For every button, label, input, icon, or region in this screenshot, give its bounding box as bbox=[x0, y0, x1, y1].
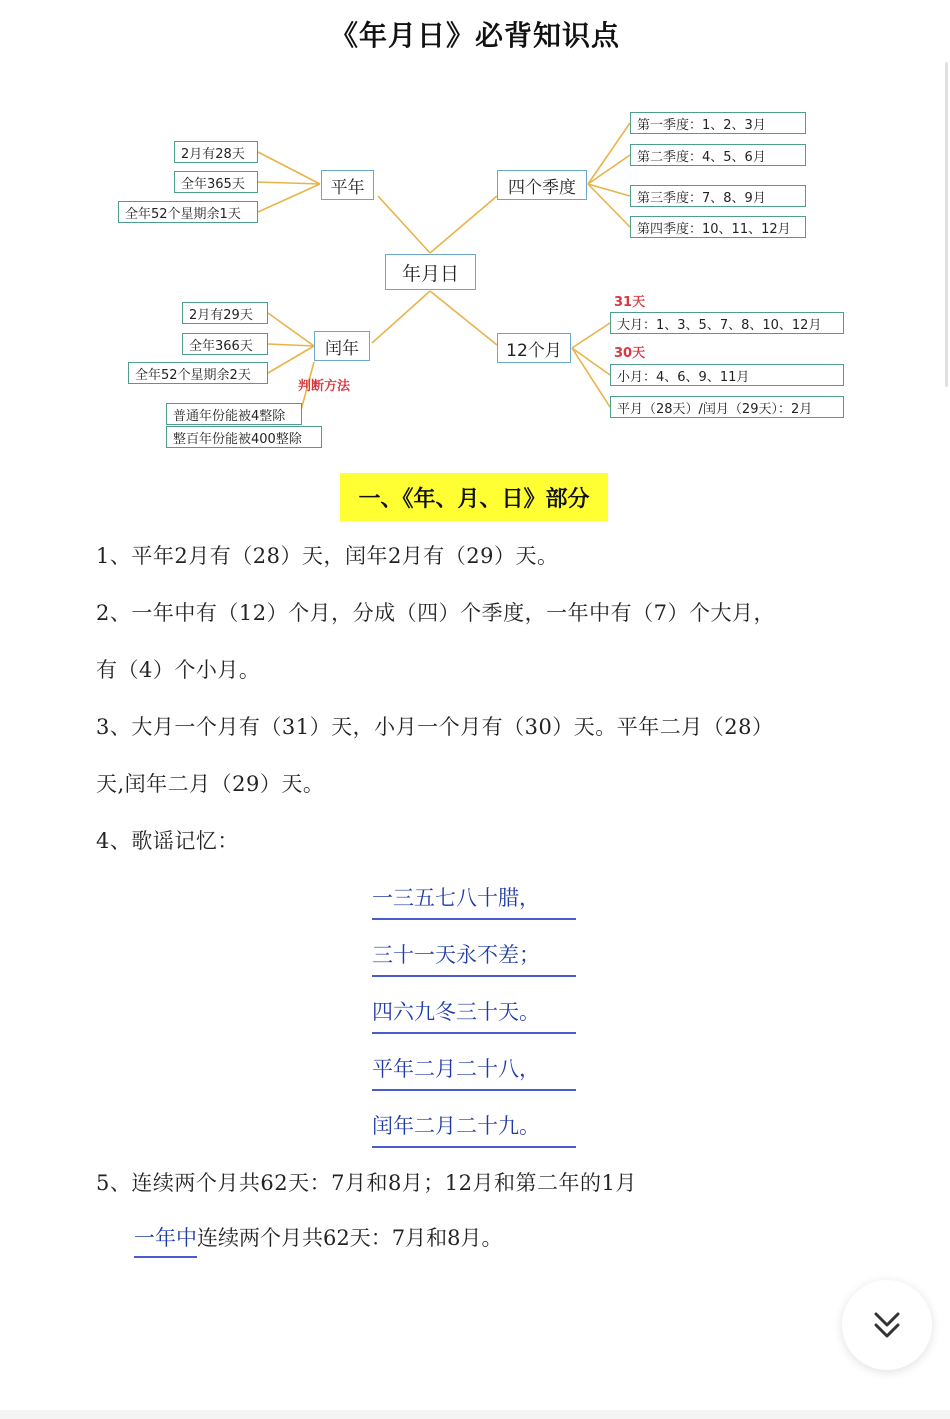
point-5: 5、连续两个月共62天：7月和8月；12月和第二年的1月 bbox=[96, 1171, 637, 1195]
mind-map-center: 年月日 bbox=[385, 254, 476, 290]
common-year-item: 全年52个星期余1天 bbox=[118, 201, 258, 223]
season-item: 第一季度：1、2、3月 bbox=[630, 112, 806, 134]
small-month-item: 小月：4、6、9、11月 bbox=[610, 364, 844, 386]
scroll-down-button[interactable] bbox=[842, 1280, 932, 1370]
connector-center-commonyear bbox=[378, 196, 430, 253]
poem-line: 三十一天永不差； bbox=[372, 939, 576, 977]
connector-s-1 bbox=[588, 123, 630, 184]
point-2-line-1: 2、一年中有（12）个月，分成（四）个季度，一年中有（7）个大月， bbox=[96, 601, 775, 625]
bottom-bar bbox=[0, 1410, 950, 1419]
connector-center-seasons bbox=[430, 196, 497, 253]
small-month-days-tag: 30天 bbox=[614, 346, 646, 361]
connector-cy-2 bbox=[258, 182, 320, 184]
point-5-note bbox=[134, 1222, 502, 1252]
branch-leap-year: 闰年 bbox=[314, 331, 370, 361]
poem-line: 闰年二月二十九。 bbox=[372, 1110, 576, 1148]
connector-ly-3 bbox=[268, 346, 314, 373]
section-heading: 一、《年、月、日》部分 bbox=[340, 473, 608, 521]
february-item: 平月（28天）/闰月（29天）：2月 bbox=[610, 396, 844, 418]
big-month-days-tag: 31天 bbox=[614, 295, 646, 310]
season-item: 第二季度：4、5、6月 bbox=[630, 144, 806, 166]
connector-ly-1 bbox=[268, 313, 314, 346]
judge-method-label: 判断方法 bbox=[298, 379, 351, 394]
connector-cy-3 bbox=[258, 184, 320, 212]
note-text: 连续两个月共62天：7月和8月。 bbox=[197, 1226, 503, 1250]
leap-method-item: 普通年份能被4整除 bbox=[166, 403, 302, 425]
point-1: 1、平年2月有（28）天，闰年2月有（29）天。 bbox=[96, 544, 559, 568]
point-3-line-2: 天,闰年二月（29）天。 bbox=[96, 772, 325, 796]
season-item: 第三季度：7、8、9月 bbox=[630, 185, 806, 207]
page-title: 《年月日》必背知识点 bbox=[329, 19, 620, 52]
point-3-line-1: 3、大月一个月有（31）天，小月一个月有（30）天。平年二月（28） bbox=[96, 715, 774, 739]
leap-year-item: 全年366天 bbox=[182, 333, 268, 355]
connector-center-months bbox=[430, 291, 497, 345]
connector-ly-2 bbox=[268, 344, 314, 346]
connector-m-2 bbox=[572, 348, 610, 375]
leap-year-item: 全年52个星期余2天 bbox=[128, 362, 268, 384]
leap-year-item: 2月有29天 bbox=[182, 302, 268, 324]
common-year-item: 全年365天 bbox=[174, 171, 258, 193]
poem-line: 一三五七八十腊， bbox=[372, 882, 576, 920]
branch-seasons: 四个季度 bbox=[497, 170, 587, 200]
note-highlight: 一年中 bbox=[134, 1226, 197, 1258]
double-chevron-down-icon bbox=[870, 1308, 904, 1342]
branch-12-months: 12个月 bbox=[497, 333, 571, 363]
connector-s-2 bbox=[588, 155, 630, 184]
point-4: 4、歌谣记忆： bbox=[96, 829, 239, 853]
point-2-line-2: 有（4）个小月。 bbox=[96, 658, 261, 682]
connector-center-leapyear bbox=[372, 291, 430, 343]
connector-m-3 bbox=[572, 348, 610, 407]
leap-method-item: 整百年份能被400整除 bbox=[166, 426, 322, 448]
branch-common-year: 平年 bbox=[321, 170, 374, 200]
big-month-item: 大月：1、3、5、7、8、10、12月 bbox=[610, 312, 844, 334]
common-year-item: 2月有28天 bbox=[174, 141, 258, 163]
poem-line: 四六九冬三十天。 bbox=[372, 996, 576, 1034]
season-item: 第四季度：10、11、12月 bbox=[630, 216, 806, 238]
mind-map bbox=[0, 100, 950, 450]
connector-cy-1 bbox=[258, 152, 320, 184]
connector-m-1 bbox=[572, 323, 610, 348]
poem-line: 平年二月二十八， bbox=[372, 1053, 576, 1091]
